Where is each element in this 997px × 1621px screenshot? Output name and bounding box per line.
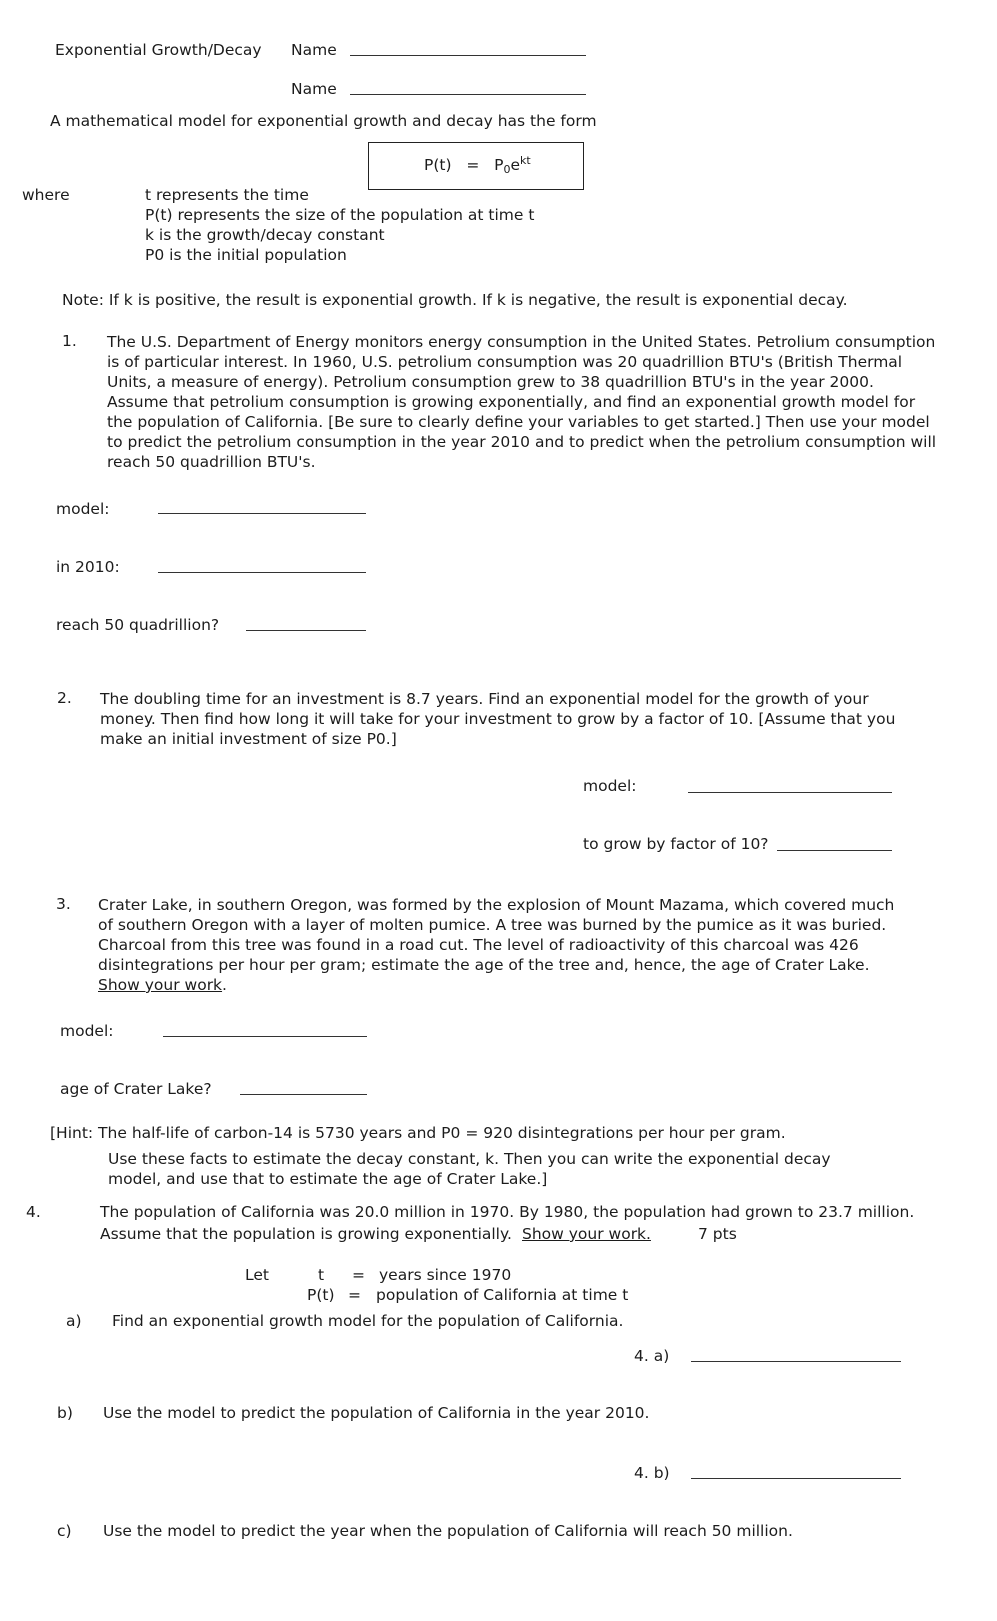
name-label-2: Name	[291, 80, 337, 98]
q2-number: 2.	[57, 689, 72, 707]
q1-2010-label: in 2010:	[56, 558, 120, 576]
q3-number: 3.	[56, 895, 71, 913]
formula-left: P(t)	[424, 156, 452, 174]
q3-period: .	[222, 976, 227, 994]
q2-factor-label: to grow by factor of 10?	[583, 835, 769, 853]
q4-let-label: Let	[245, 1266, 269, 1284]
q3-model-label: model:	[60, 1022, 114, 1040]
name-blank-2[interactable]	[350, 93, 586, 95]
q3-hint-line3: model, and use that to estimate the age of Crater Lake.]	[108, 1170, 548, 1188]
formula-box	[368, 142, 584, 190]
q4b-answer-blank[interactable]	[691, 1477, 901, 1479]
intro-text: A mathematical model for exponential growth and decay has the form	[50, 112, 597, 130]
note-text: Note: If k is positive, the result is exponential growth. If k is negative, the result is exponential decay.	[62, 291, 848, 309]
definition-t: t represents the time	[145, 186, 309, 204]
q2-text: The doubling time for an investment is 8.7 years. Find an exponential model for the growth of your money. Then find how long it will take for your investment to grow by a factor of 10. [Assume that you make an initial investment of size P0.]	[100, 690, 896, 748]
q1-reach-label: reach 50 quadrillion?	[56, 616, 220, 634]
q3-age-blank[interactable]	[240, 1093, 367, 1095]
q1-number: 1.	[62, 332, 77, 350]
q4a-text: Find an exponential growth model for the population of California.	[112, 1312, 624, 1330]
formula-e: e	[510, 156, 520, 174]
where-label: where	[22, 186, 70, 204]
q4-show-work: Show your work.	[522, 1225, 651, 1243]
definition-pt: P(t) represents the size of the population at time t	[145, 206, 535, 224]
formula	[424, 156, 531, 174]
q4-points: 7 pts	[698, 1225, 737, 1243]
formula-p-sub: 0	[503, 163, 511, 176]
formula-eq: =	[466, 156, 480, 174]
q4-line2: Assume that the population is growing exponentially.	[100, 1225, 512, 1243]
q3-model-blank[interactable]	[163, 1035, 367, 1037]
worksheet-title: Exponential Growth/Decay	[55, 41, 262, 59]
q1-2010-blank[interactable]	[158, 571, 366, 573]
q4a-label: a)	[66, 1312, 82, 1330]
q1-text: The U.S. Department of Energy monitors energy consumption in the United States. Petrolium consumption is of particular interest. In 1960, U.S. petrolium consumption was 20 quadrillion BTU's (British Thermal Units, a measure of energy). Petrolium consumption grew to 38 quadrillion BTU's in the year 2000. Assume that petrolium consumption is growing exponentially, and find an exponential growth model for the population of California. [Be sure to clearly define your variables to get started.] Then use your model to predict the petrolium consumption in the year 2010 and to predict when the petrolium consumption will reach 50 quadrillion BTU's.	[107, 333, 937, 471]
q4-line1: The population of California was 20.0 million in 1970. By 1980, the population had grown to 23.7 million.	[100, 1203, 915, 1221]
q4c-label: c)	[57, 1522, 72, 1540]
q4-let-t-eq: =	[352, 1266, 365, 1284]
q3-text	[98, 895, 898, 995]
q4-let-p-eq: =	[348, 1286, 361, 1304]
q3-hint-line1: [Hint: The half-life of carbon-14 is 5730 years and P0 = 920 disintegrations per hour per gram.	[50, 1124, 786, 1142]
q2-model-blank[interactable]	[688, 791, 892, 793]
q1-model-label: model:	[56, 500, 110, 518]
q3-age-label: age of Crater Lake?	[60, 1080, 212, 1098]
q4-let-p-def: population of California at time t	[376, 1286, 629, 1304]
q4a-answer-blank[interactable]	[691, 1360, 901, 1362]
q4b-text: Use the model to predict the population of California in the year 2010.	[103, 1404, 650, 1422]
q3-hint-line2: Use these facts to estimate the decay constant, k. Then you can write the exponential decay	[108, 1150, 831, 1168]
q4-let-t-var: t	[318, 1266, 325, 1284]
q1-model-blank[interactable]	[158, 512, 366, 514]
q4b-label: b)	[57, 1404, 73, 1422]
q1-reach-blank[interactable]	[246, 629, 366, 631]
q4-let-t-def: years since 1970	[379, 1266, 512, 1284]
name-label-1: Name	[291, 41, 337, 59]
q4a-answer-label: 4. a)	[634, 1347, 670, 1365]
formula-p: P	[494, 156, 504, 174]
name-blank-1[interactable]	[350, 54, 586, 56]
q4-number: 4.	[26, 1203, 41, 1221]
definition-k: k is the growth/decay constant	[145, 226, 385, 244]
q4-let-p-var: P(t)	[307, 1286, 335, 1304]
formula-exp: kt	[520, 154, 531, 167]
q3-body: Crater Lake, in southern Oregon, was formed by the explosion of Mount Mazama, which covered much of southern Oregon with a layer of molten pumice. A tree was burned by the pumice as it was buried. Charcoal from this tree was found in a road cut. The level of radioactivity of this charcoal was 426 disintegrations per hour per gram; estimate the age of the tree and, hence, the age of Crater Lake.	[98, 896, 895, 974]
definition-p0: P0 is the initial population	[145, 246, 347, 264]
q4c-text: Use the model to predict the year when the population of California will reach 50 million.	[103, 1522, 793, 1540]
q2-model-label: model:	[583, 777, 637, 795]
q3-show-work: Show your work	[98, 976, 223, 994]
q2-factor-blank[interactable]	[777, 849, 892, 851]
q4b-answer-label: 4. b)	[634, 1464, 670, 1482]
